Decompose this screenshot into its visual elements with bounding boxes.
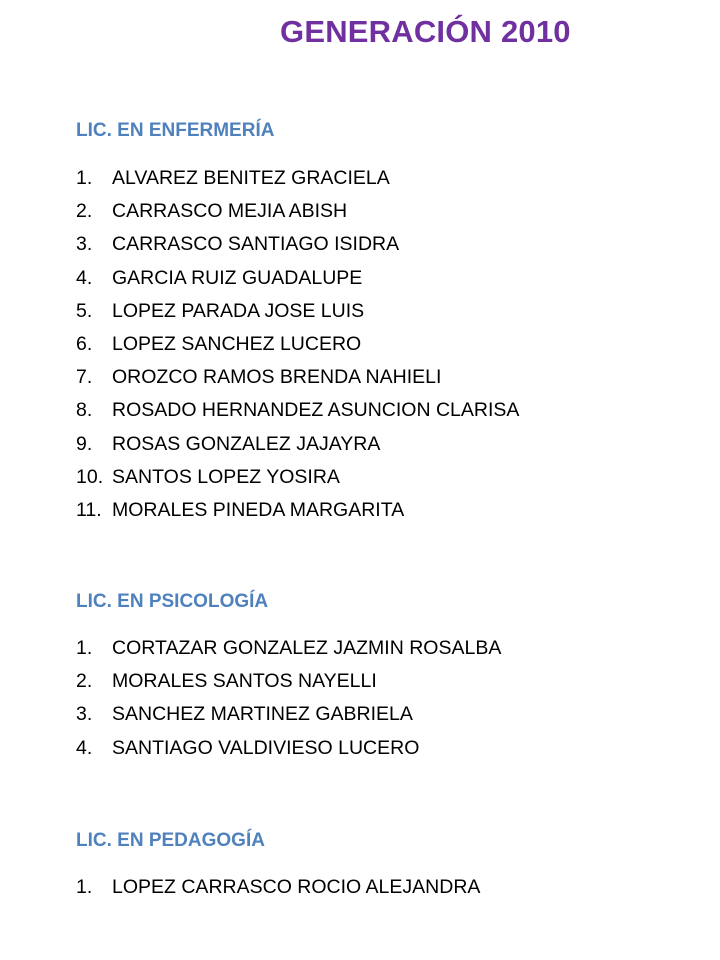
item-number: 5. — [76, 299, 93, 322]
list-enfermeria — [76, 162, 519, 527]
item-name: ROSADO HERNANDEZ ASUNCION CLARISA — [112, 399, 520, 422]
item-number: 3. — [76, 233, 93, 256]
item-number: 1. — [76, 167, 93, 189]
item-name: OROZCO RAMOS BRENDA NAHIELI — [112, 366, 442, 389]
item-name: SANTOS LOPEZ YOSIRA — [112, 465, 340, 488]
section-heading-enfermeria: LIC. EN ENFERMERÍA — [76, 120, 275, 141]
list-item — [76, 665, 501, 698]
list-item — [76, 698, 501, 731]
item-name: MORALES PINEDA MARGARITA — [112, 498, 405, 521]
section-heading-psicologia: LIC. EN PSICOLOGÍA — [76, 591, 269, 612]
item-name: GARCIA RUIZ GUADALUPE — [112, 266, 363, 289]
section-heading-pedagogia: LIC. EN PEDAGOGÍA — [76, 830, 265, 851]
item-name: SANTIAGO VALDIVIESO LUCERO — [112, 736, 420, 759]
item-name: LOPEZ PARADA JOSE LUIS — [112, 299, 365, 322]
item-number: 1. — [76, 876, 93, 898]
item-number: 2. — [76, 670, 93, 693]
item-number: 3. — [76, 703, 93, 726]
list-item — [76, 871, 480, 904]
item-number: 8. — [76, 399, 93, 422]
list-item — [76, 295, 519, 328]
item-number: 2. — [76, 200, 93, 223]
list-item — [76, 195, 519, 228]
list-item — [76, 361, 519, 394]
page-title: GENERACIÓN 2010 — [280, 14, 571, 49]
item-name: CORTAZAR GONZALEZ JAZMIN ROSALBA — [112, 637, 502, 659]
list-item — [76, 394, 519, 427]
item-name: LOPEZ SANCHEZ LUCERO — [112, 332, 362, 355]
item-number: 6. — [76, 332, 93, 355]
item-number: 9. — [76, 432, 93, 455]
item-number: 10. — [76, 465, 104, 488]
item-name: SANCHEZ MARTINEZ GABRIELA — [112, 703, 413, 726]
item-number: 7. — [76, 366, 93, 389]
list-psicologia — [76, 632, 501, 765]
list-item — [76, 494, 519, 527]
list-item — [76, 632, 501, 665]
list-item — [76, 461, 519, 494]
item-number: 4. — [76, 736, 93, 759]
item-name: ALVAREZ BENITEZ GRACIELA — [112, 167, 390, 189]
list-pedagogia — [76, 871, 480, 904]
item-number: 11. — [76, 498, 102, 521]
list-item — [76, 328, 519, 361]
item-number: 1. — [76, 637, 93, 659]
item-name: ROSAS GONZALEZ JAJAYRA — [112, 432, 381, 455]
item-number: 4. — [76, 266, 93, 289]
item-name: MORALES SANTOS NAYELLI — [112, 670, 377, 693]
item-name: LOPEZ CARRASCO ROCIO ALEJANDRA — [112, 876, 481, 898]
item-name: CARRASCO MEJIA ABISH — [112, 200, 348, 223]
list-item — [76, 428, 519, 461]
item-name: CARRASCO SANTIAGO ISIDRA — [112, 233, 400, 256]
list-item — [76, 262, 519, 295]
list-item — [76, 732, 501, 765]
list-item — [76, 162, 519, 195]
list-item — [76, 228, 519, 261]
